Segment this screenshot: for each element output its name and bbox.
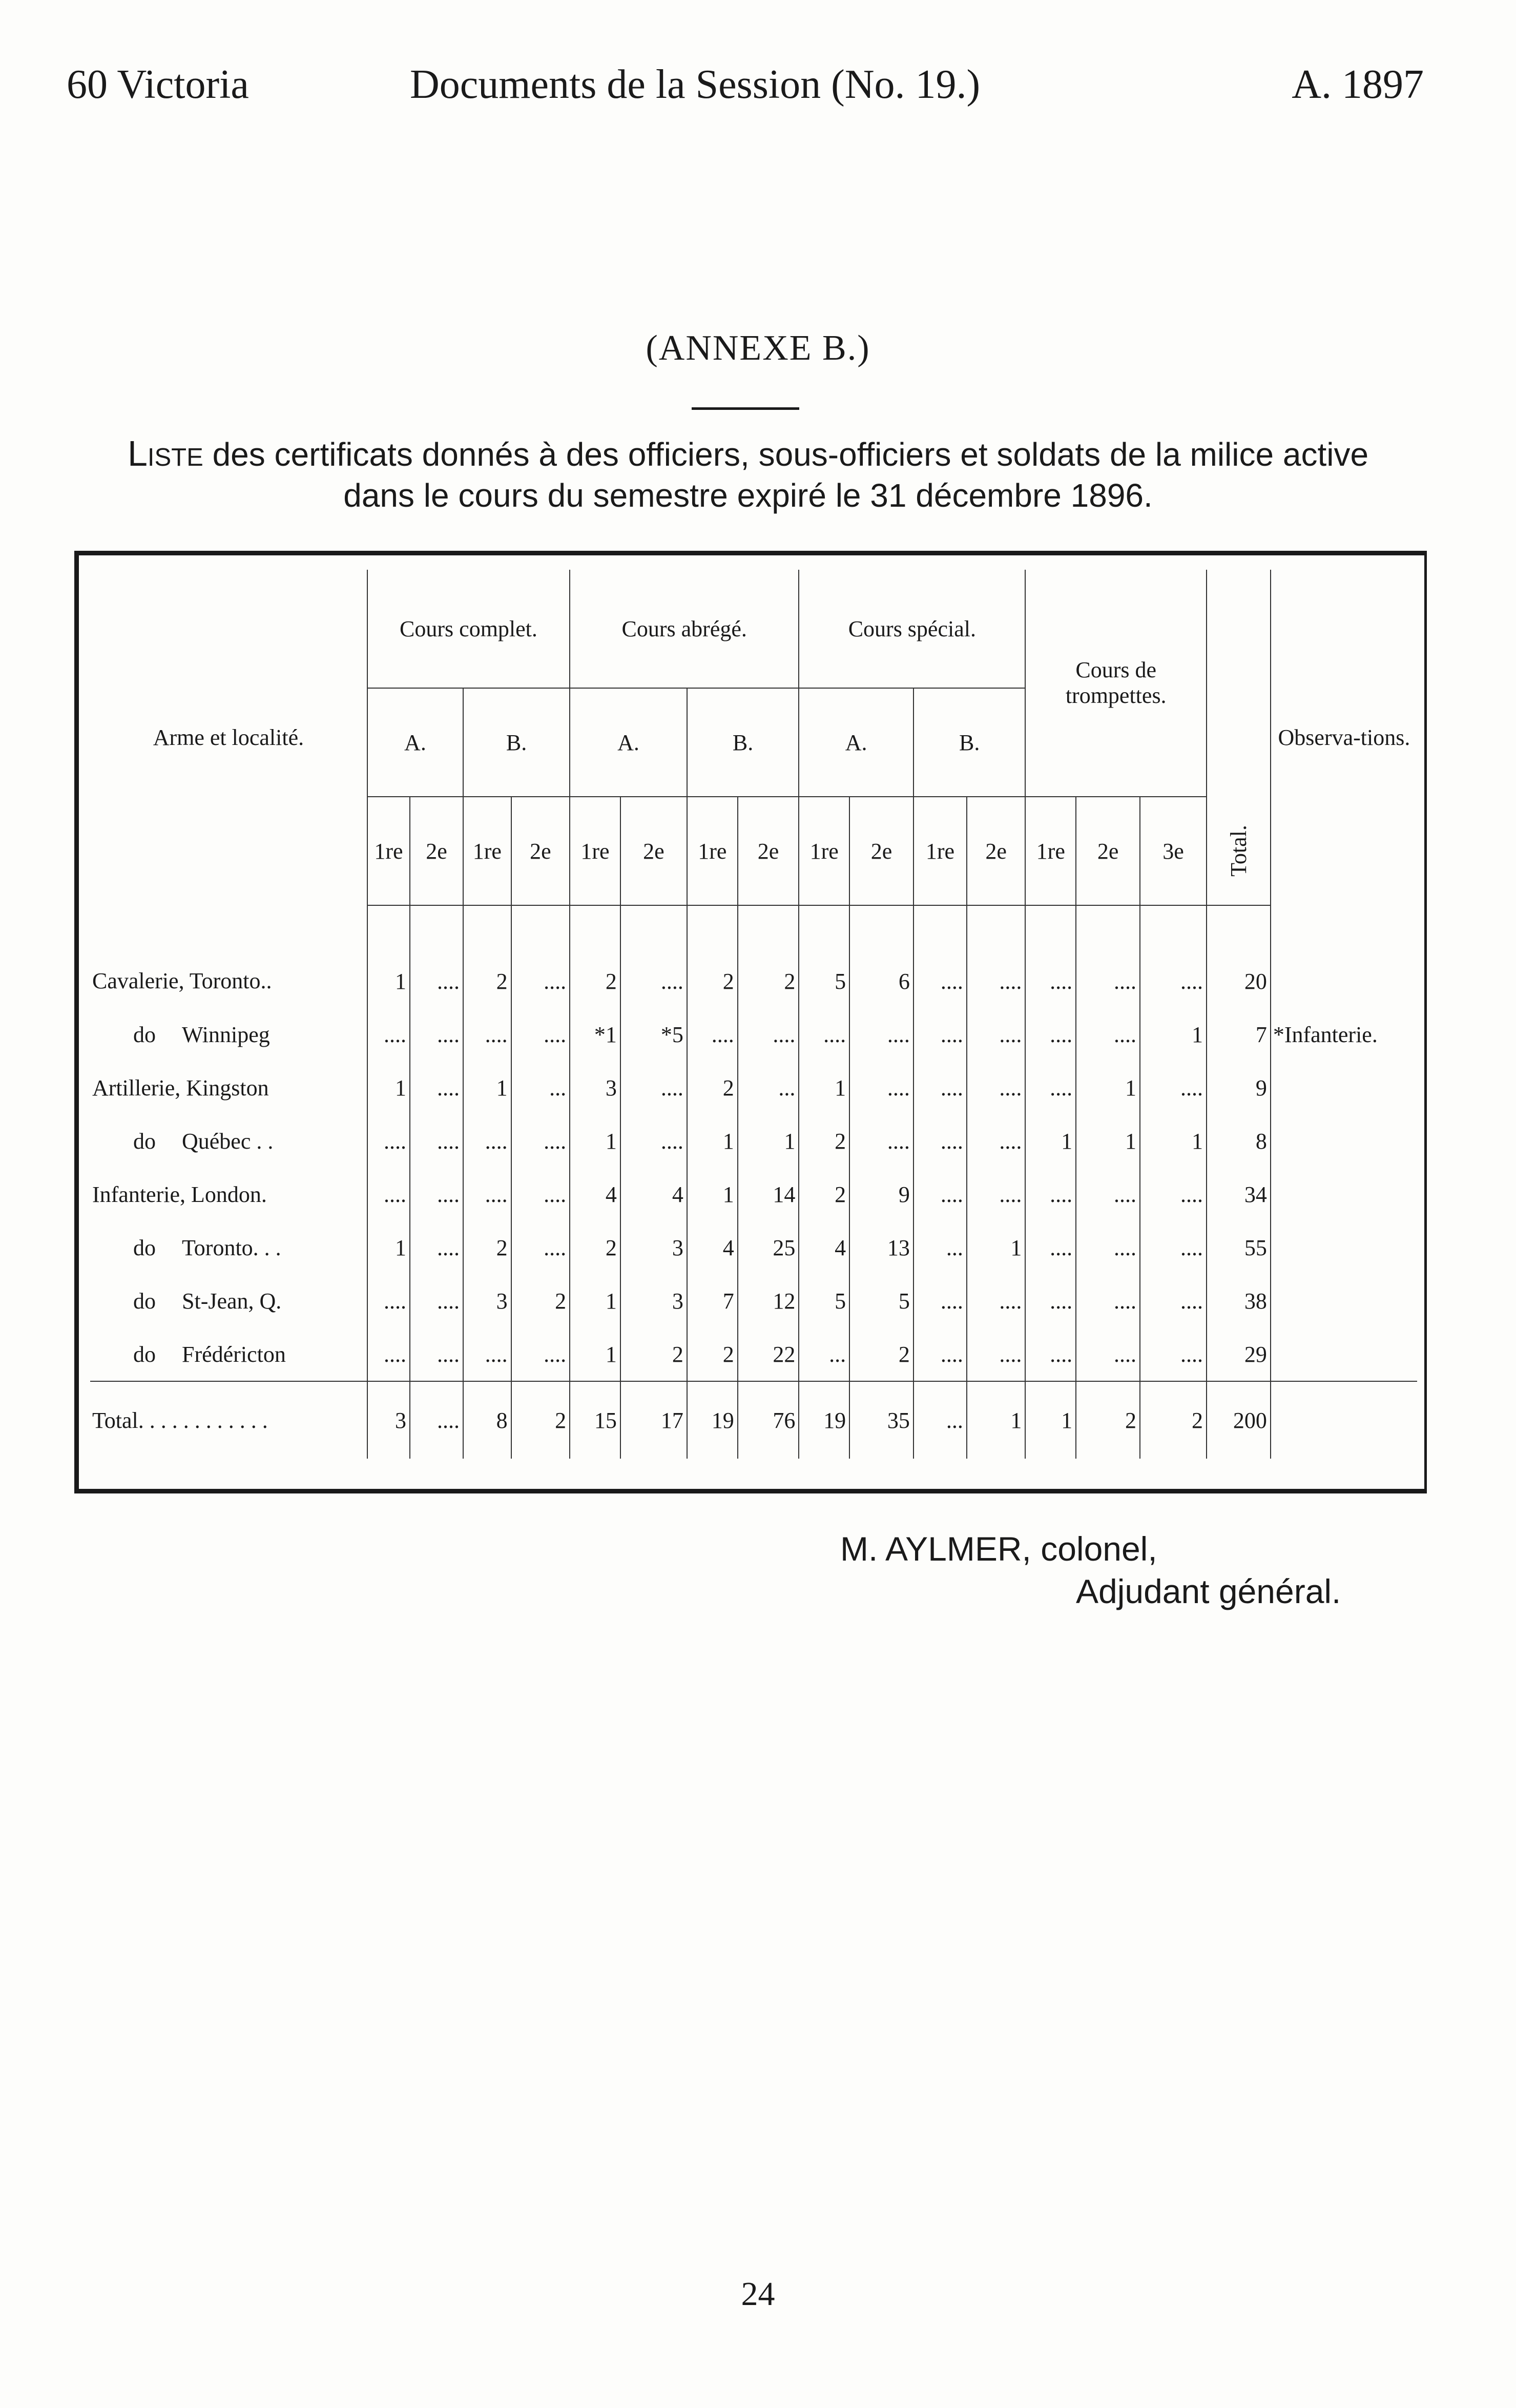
table-cell: .... xyxy=(463,1168,511,1221)
table-cell: .... xyxy=(410,1274,463,1327)
table-cell: 12 xyxy=(738,1274,799,1327)
table-cell: .... xyxy=(410,1061,463,1114)
table-cell: .... xyxy=(511,1168,570,1221)
table-cell: .... xyxy=(511,1221,570,1274)
total-cell: 19 xyxy=(799,1381,849,1459)
table-cell: .... xyxy=(410,1168,463,1221)
row-prefix: do xyxy=(133,1128,156,1154)
table-cell: 4 xyxy=(620,1168,687,1221)
table-cell: .... xyxy=(1025,1327,1076,1381)
table-row xyxy=(90,1168,1417,1221)
abrege-b: B. xyxy=(687,688,799,797)
table-cell: .... xyxy=(1076,1168,1140,1221)
row-prefix: do xyxy=(133,1235,156,1260)
table-cell: 2 xyxy=(620,1327,687,1381)
table-cell: 2 xyxy=(849,1327,913,1381)
title-lead: Liste xyxy=(127,433,203,473)
table-cell: .... xyxy=(1025,1008,1076,1061)
table-cell: .... xyxy=(1140,1168,1207,1221)
table-cell: .... xyxy=(738,1008,799,1061)
row-place: Artillerie, Kingston xyxy=(92,1075,269,1101)
table-cell: .... xyxy=(511,905,570,1008)
table-cell: 1 xyxy=(799,1061,849,1114)
row-label xyxy=(90,1168,367,1221)
table-cell: .... xyxy=(1140,1327,1207,1381)
table-cell: .... xyxy=(967,1274,1025,1327)
table-cell: 3 xyxy=(463,1274,511,1327)
table-cell: .... xyxy=(849,1008,913,1061)
table-cell: .... xyxy=(1025,1274,1076,1327)
row-place: Toronto. . . xyxy=(182,1235,281,1260)
table-cell: .... xyxy=(1140,905,1207,1008)
table-cell: .... xyxy=(1025,1168,1076,1221)
table-row xyxy=(90,1114,1417,1168)
table-cell: .... xyxy=(967,1008,1025,1061)
row-label xyxy=(90,1008,367,1061)
lvl-special-b-1re: 1re xyxy=(913,797,967,905)
row-place: Cavalerie, Toronto.. xyxy=(92,968,272,993)
total-cell: 1 xyxy=(1025,1381,1076,1459)
title-rest: des certificats donnés à des officiers, sous-officiers et soldats de la milice active xyxy=(203,436,1369,473)
table-cell: 4 xyxy=(687,1221,738,1274)
table-cell: 3 xyxy=(570,1061,620,1114)
lvl-complet-a-2e: 2e xyxy=(410,797,463,905)
signature-title: Adjudant général. xyxy=(1076,1572,1341,1610)
table-cell: 1 xyxy=(463,1061,511,1114)
lvl-abrege-a-2e: 2e xyxy=(620,797,687,905)
row-place: Infanterie, London. xyxy=(92,1181,267,1207)
table-cell: 3 xyxy=(620,1274,687,1327)
total-cell: 2 xyxy=(511,1381,570,1459)
table-cell: .... xyxy=(967,1327,1025,1381)
table-cell: 1 xyxy=(570,1327,620,1381)
col-arme-header: Arme et localité. xyxy=(153,725,304,750)
table-cell: 2 xyxy=(687,1327,738,1381)
table-cell: .... xyxy=(367,1008,410,1061)
table-cell: 20 xyxy=(1207,905,1271,1008)
table-cell: 1 xyxy=(967,1221,1025,1274)
total-cell: 35 xyxy=(849,1381,913,1459)
table-cell: 22 xyxy=(738,1327,799,1381)
table-cell: 4 xyxy=(570,1168,620,1221)
table-cell: .... xyxy=(967,1114,1025,1168)
table-cell: .... xyxy=(1140,1061,1207,1114)
table-cell: 14 xyxy=(738,1168,799,1221)
table-cell: 2 xyxy=(799,1114,849,1168)
table-cell: 5 xyxy=(849,1274,913,1327)
table-cell: .... xyxy=(511,1008,570,1061)
lvl-trompettes-1re: 1re xyxy=(1025,797,1076,905)
table-cell: .... xyxy=(1076,1327,1140,1381)
table-cell: .... xyxy=(849,1114,913,1168)
row-observation xyxy=(1271,1274,1417,1327)
row-prefix: do xyxy=(133,1341,156,1367)
table-cell: 1 xyxy=(1025,1114,1076,1168)
header-year: A. 1897 xyxy=(1292,62,1424,107)
table-cell: 2 xyxy=(570,905,620,1008)
table-cell: 9 xyxy=(849,1168,913,1221)
table-cell: 2 xyxy=(738,905,799,1008)
table-cell: 1 xyxy=(738,1114,799,1168)
table-cell: .... xyxy=(1025,1061,1076,1114)
table-cell: 13 xyxy=(849,1221,913,1274)
table-cell: .... xyxy=(463,1008,511,1061)
signature-name: M. AYLMER, colonel, xyxy=(840,1530,1157,1568)
table-cell: ... xyxy=(511,1061,570,1114)
table-cell: .... xyxy=(367,1168,410,1221)
table-cell: .... xyxy=(1140,1221,1207,1274)
table-row xyxy=(90,1327,1417,1381)
header-document-title: Documents de la Session (No. 19.) xyxy=(410,62,981,107)
table-cell: 2 xyxy=(463,1221,511,1274)
certificate-table xyxy=(90,570,1417,1459)
table-cell: ... xyxy=(738,1061,799,1114)
table-cell: .... xyxy=(410,1114,463,1168)
col-observations-header: Observa-tions. xyxy=(1271,570,1417,905)
row-observation xyxy=(1271,1327,1417,1381)
total-cell: 76 xyxy=(738,1381,799,1459)
row-observation xyxy=(1271,1168,1417,1221)
row-observation xyxy=(1271,1114,1417,1168)
lvl-trompettes-3e: 3e xyxy=(1140,797,1207,905)
table-cell: .... xyxy=(967,905,1025,1008)
row-label xyxy=(90,1274,367,1327)
table-cell: 5 xyxy=(799,905,849,1008)
total-observation xyxy=(1271,1381,1417,1459)
table-cell: 1 xyxy=(367,1061,410,1114)
row-label xyxy=(90,1221,367,1274)
table-cell: .... xyxy=(913,905,967,1008)
table-cell: 1 xyxy=(1140,1008,1207,1061)
total-cell: 15 xyxy=(570,1381,620,1459)
row-place: Québec . . xyxy=(182,1128,274,1154)
lvl-complet-b-2e: 2e xyxy=(511,797,570,905)
total-cell: 2 xyxy=(1076,1381,1140,1459)
certificate-table-frame xyxy=(74,551,1427,1493)
total-row xyxy=(90,1381,1417,1459)
table-cell: 8 xyxy=(1207,1114,1271,1168)
lvl-special-a-1re: 1re xyxy=(799,797,849,905)
total-cell: 3 xyxy=(367,1381,410,1459)
table-cell: .... xyxy=(849,1061,913,1114)
table-cell: .... xyxy=(913,1274,967,1327)
table-cell: .... xyxy=(511,1114,570,1168)
table-cell: .... xyxy=(1076,1221,1140,1274)
table-row xyxy=(90,1221,1417,1274)
row-observation xyxy=(1271,1221,1417,1274)
special-a: A. xyxy=(799,688,913,797)
table-row xyxy=(90,1274,1417,1327)
row-prefix: do xyxy=(133,1022,156,1047)
table-cell: .... xyxy=(687,1008,738,1061)
annex-rule xyxy=(692,407,799,410)
total-cell: 8 xyxy=(463,1381,511,1459)
total-cell: 1 xyxy=(967,1381,1025,1459)
total-cell: 19 xyxy=(687,1381,738,1459)
table-cell: 1 xyxy=(687,1168,738,1221)
table-cell: 34 xyxy=(1207,1168,1271,1221)
lvl-abrege-a-1re: 1re xyxy=(570,797,620,905)
row-observation xyxy=(1271,1061,1417,1114)
lvl-trompettes-2e: 2e xyxy=(1076,797,1140,905)
table-cell: .... xyxy=(410,905,463,1008)
table-cell: 7 xyxy=(1207,1008,1271,1061)
table-cell: 1 xyxy=(570,1274,620,1327)
row-label xyxy=(90,905,367,1008)
title-line2: dans le cours du semestre expiré le 31 décembre 1896. xyxy=(343,477,1153,514)
page-number: 24 xyxy=(741,2275,775,2313)
col-total-header xyxy=(1207,797,1271,905)
table-cell: .... xyxy=(1076,1008,1140,1061)
table-cell: .... xyxy=(367,1274,410,1327)
table-cell: 3 xyxy=(620,1221,687,1274)
lvl-complet-b-1re: 1re xyxy=(463,797,511,905)
table-cell: .... xyxy=(367,1114,410,1168)
total-header-spacer xyxy=(1207,570,1271,797)
total-label: Total. . . . . . . . . . . . xyxy=(90,1381,367,1459)
table-row xyxy=(90,1061,1417,1114)
table-cell: 1 xyxy=(687,1114,738,1168)
table-cell: 1 xyxy=(570,1114,620,1168)
table-cell: .... xyxy=(967,1168,1025,1221)
table-cell: ... xyxy=(913,1221,967,1274)
row-place: Winnipeg xyxy=(182,1022,270,1047)
abrege-a: A. xyxy=(570,688,687,797)
table-cell: .... xyxy=(913,1327,967,1381)
table-title xyxy=(61,433,1435,516)
lvl-special-a-2e: 2e xyxy=(849,797,913,905)
group-cours-abrege: Cours abrégé. xyxy=(570,570,799,688)
table-cell: 1 xyxy=(1076,1061,1140,1114)
table-cell: 25 xyxy=(738,1221,799,1274)
table-cell: 2 xyxy=(570,1221,620,1274)
table-cell: *5 xyxy=(620,1008,687,1061)
table-cell: 5 xyxy=(799,1274,849,1327)
row-label xyxy=(90,1114,367,1168)
lvl-abrege-b-1re: 1re xyxy=(687,797,738,905)
total-cell: .... xyxy=(410,1381,463,1459)
table-cell: .... xyxy=(620,1061,687,1114)
table-cell: .... xyxy=(463,1327,511,1381)
table-row xyxy=(90,905,1417,1008)
total-cell: 200 xyxy=(1207,1381,1271,1459)
lvl-complet-a-1re: 1re xyxy=(367,797,410,905)
lvl-abrege-b-2e: 2e xyxy=(738,797,799,905)
table-cell: .... xyxy=(913,1168,967,1221)
group-cours-complet: Cours complet. xyxy=(367,570,570,688)
table-cell: .... xyxy=(913,1008,967,1061)
table-cell: 55 xyxy=(1207,1221,1271,1274)
table-cell: 9 xyxy=(1207,1061,1271,1114)
table-cell: 1 xyxy=(367,905,410,1008)
table-cell: 1 xyxy=(1140,1114,1207,1168)
table-cell: 2 xyxy=(511,1274,570,1327)
table-cell: .... xyxy=(620,905,687,1008)
row-prefix: do xyxy=(133,1288,156,1314)
table-cell: .... xyxy=(410,1327,463,1381)
total-header-label: Total. xyxy=(1226,825,1251,877)
row-label xyxy=(90,1061,367,1114)
complet-b: B. xyxy=(463,688,570,797)
table-cell: *1 xyxy=(570,1008,620,1061)
table-cell: .... xyxy=(913,1061,967,1114)
table-cell: 1 xyxy=(367,1221,410,1274)
row-observation: *Infanterie. xyxy=(1271,1008,1417,1061)
table-cell: .... xyxy=(799,1008,849,1061)
table-cell: .... xyxy=(410,1221,463,1274)
table-row xyxy=(90,1008,1417,1061)
table-cell: .... xyxy=(1025,905,1076,1008)
table-cell: ... xyxy=(799,1327,849,1381)
complet-a: A. xyxy=(367,688,463,797)
table-cell: 29 xyxy=(1207,1327,1271,1381)
lvl-special-b-2e: 2e xyxy=(967,797,1025,905)
annex-heading: (ANNEXE B.) xyxy=(646,328,870,368)
table-cell: .... xyxy=(367,1327,410,1381)
table-cell: .... xyxy=(1076,1274,1140,1327)
table-cell: .... xyxy=(967,1061,1025,1114)
table-cell: 6 xyxy=(849,905,913,1008)
table-cell: 2 xyxy=(687,1061,738,1114)
table-cell: .... xyxy=(1076,905,1140,1008)
table-cell: 4 xyxy=(799,1221,849,1274)
special-b: B. xyxy=(913,688,1025,797)
table-cell: .... xyxy=(1140,1274,1207,1327)
total-cell: 17 xyxy=(620,1381,687,1459)
table-cell: .... xyxy=(463,1114,511,1168)
row-label xyxy=(90,1327,367,1381)
group-cours-special: Cours spécial. xyxy=(799,570,1025,688)
row-observation xyxy=(1271,905,1417,1008)
header-session-year: 60 Victoria xyxy=(67,62,249,107)
table-cell: 38 xyxy=(1207,1274,1271,1327)
group-cours-trompettes: Cours de trompettes. xyxy=(1025,570,1207,797)
row-place: Frédéricton xyxy=(182,1341,286,1367)
table-cell: .... xyxy=(1025,1221,1076,1274)
table-cell: .... xyxy=(620,1114,687,1168)
table-cell: .... xyxy=(913,1114,967,1168)
row-place: St-Jean, Q. xyxy=(182,1288,282,1314)
table-cell: .... xyxy=(410,1008,463,1061)
table-cell: 2 xyxy=(687,905,738,1008)
table-cell: .... xyxy=(511,1327,570,1381)
total-cell: ... xyxy=(913,1381,967,1459)
total-cell: 2 xyxy=(1140,1381,1207,1459)
table-cell: 1 xyxy=(1076,1114,1140,1168)
table-cell: 2 xyxy=(463,905,511,1008)
table-cell: 7 xyxy=(687,1274,738,1327)
table-cell: 2 xyxy=(799,1168,849,1221)
table-body xyxy=(90,905,1417,1459)
